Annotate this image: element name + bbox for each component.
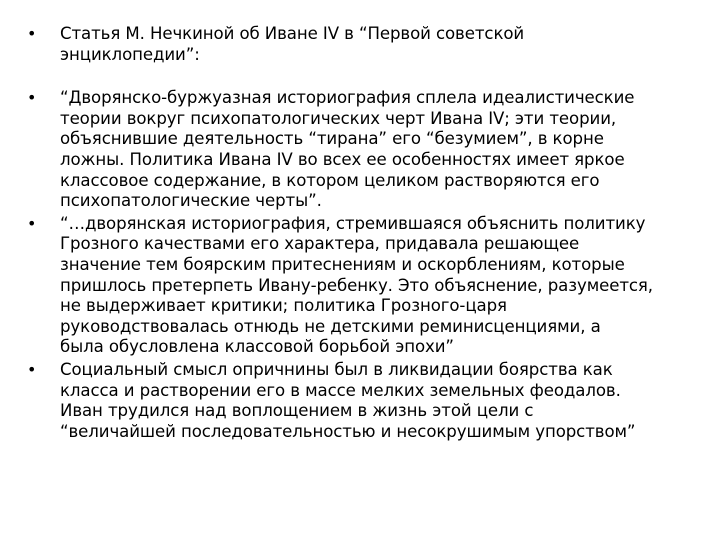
- text-line: Социальный смысл опричнины был в ликвидации боярства как: [60, 359, 613, 379]
- bullet-list: [24, 24, 704, 442]
- bullet-item-nechkina-article: [24, 24, 704, 65]
- text-line: руководствовалась отнюдь не детскими реминисценциями, а: [60, 316, 601, 336]
- text-line: “Дворянско-буржуазная историография сплела идеалистические: [60, 88, 635, 108]
- text-line: “…дворянская историография, стремившаяся объяснить политику: [60, 213, 646, 233]
- text-line: энциклопедии”:: [60, 44, 200, 64]
- text-line: “величайшей последовательностью и несокрушимым упорством”: [60, 421, 636, 441]
- text-line: значение тем боярским притеснениям и оскорблениям, которые: [60, 254, 625, 274]
- text-line: теории вокруг психопатологических черт Ивана IV; эти теории,: [60, 108, 617, 128]
- bullet-icon: •: [27, 88, 37, 108]
- text-line: не выдерживает критики; политика Грозного-царя: [60, 296, 507, 316]
- bullet-text: [60, 360, 704, 442]
- text-line: была обусловлена классовой борьбой эпохи”: [60, 337, 454, 357]
- text-line: Грозного качествами его характера, придавала решающее: [60, 234, 580, 254]
- text-line: объяснившие деятельность “тирана” его “безумием”, в корне: [60, 129, 604, 149]
- text-line: ложны. Политика Ивана IV во всех ее особенностях имеет яркое: [60, 149, 625, 169]
- bullet-text: [60, 214, 704, 358]
- text-line: Иван трудился над воплощением в жизнь этой цели с: [60, 401, 534, 421]
- text-line: психопатологические черты”.: [60, 191, 322, 211]
- bullet-item-quote-noble-historiography: [24, 214, 704, 358]
- bullet-icon: •: [27, 359, 37, 379]
- text-line: Статья М. Нечкиной об Иване IV в “Первой советской: [60, 24, 525, 43]
- bullet-text: [60, 88, 704, 212]
- bullet-icon: •: [27, 24, 37, 43]
- text-line: классовое содержание, в котором целиком растворяются его: [60, 170, 600, 190]
- text-line: пришлось претерпеть Ивану-ребенку. Это объяснение, разумеется,: [60, 275, 653, 295]
- bullet-item-quote-bourgeois-historiography: [24, 88, 704, 212]
- bullet-text: [60, 24, 704, 65]
- bullet-icon: •: [27, 213, 37, 233]
- text-line: класса и растворении его в массе мелких земельных феодалов.: [60, 380, 621, 400]
- bullet-item-oprichnina-meaning: [24, 360, 704, 442]
